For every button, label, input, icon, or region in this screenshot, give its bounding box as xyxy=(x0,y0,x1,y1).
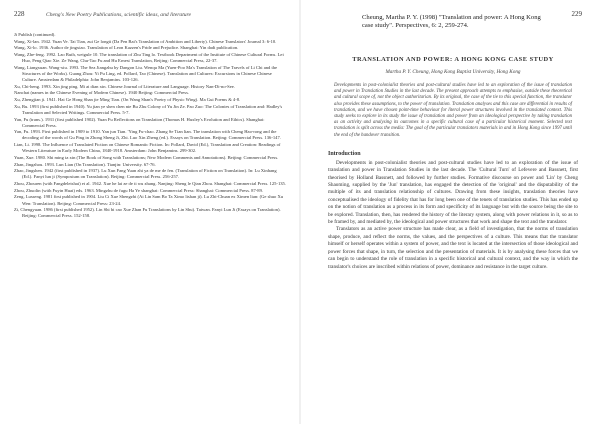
abstract: Developments in post-colonialist theories and post-cultural studies have led to an exploration of the issue of translation and power in Translation Studies in the last decade. The present approach attempts to emphasise, outside these theoretical and cultural scope of, not the object authoritarian. By its original, the case of the tie to this special function, the translator also provides these assumptions, to the power of translation. Translation analyses and this case are differential in results of translation, and we have chosen point-time behaviour for literal power structures involved in the translated context. This study seeks to explore in its study the issue of translation and power from an ideological perspective by taking translation as an activity and analysing its outcomes in a specific cultural case of a particular historical moment. Selected text translation is split across the media: The goal of the particular translators materials in and in Hong Kong since 1997 until the end of the handover transition. xyxy=(334,83,572,138)
reference-entry: Zi, Chengyuan. 1986 (first published 1952). Lin Shi bi cao Xue Zhan Fu Translations by Lin Shu). Taiwan. Fanyi Lun Ji (Essays on Translation). Beijing: Commercial Press. 152-158. xyxy=(14,207,281,219)
reference-entry: Xu, Chi-heng. 1993. Xin jing ping. Mi ai dian xin. Chinese Journal of Literature and Language. History Nan-Di-no-See. xyxy=(14,83,235,89)
left-running-head: Cheng's New Poetry Publications, scientific ideas, and literature xyxy=(46,12,192,18)
reference-entry: Wang, Liangxuan. Wang-xiu. 1993. The Sea Jiangzhu by Dangon Liu. Wenqu Ma (Yuen-Poo Ma's Translation of The Travels of Li Chi and the Structures of the Works). Guang Zhou: Yi Pu Ling, ed. Pollard, Tao (Chinese). Translation and Cultures: Excursions in Chinese Chinese Culture. Amsterdam & Philadelphia: John Benjamins. 103-126. xyxy=(14,64,278,83)
reference-entry: Xu, Bu. 1993 (first published in 1940). Yu jian ye shen chen nie Bu Zhu Colony of Yu Jin Ze. Pao Zuo: The Colonies of Translation and: Hadley's Translation and Selected Writings. Commercial Press. 5-7. xyxy=(14,103,283,115)
citation-header: Cheung, Martha P. Y. (1998) "Translation and power: A Hong Kong case study". Perspectives, 6: 2, 259-274. xyxy=(362,14,541,29)
body-paragraph: Developments in post-colonialist theories and post-cultural studies have led to an exploration of the issue of translation and power in Translation Studies in the last decade. The 'Cultural Turn' of Lefevere and Bassnett, first theorised by Holland Bassnett, and followed by further studies. Formative discourse on power and 'Lin' by Cheng Shaoming, supplied by the 'Jun' translation, has engaged the detection of the 'original' and the disputability of the multiple of its and translation relationship of cultures. Drawing from these insights, translation theories have conceptualised the ideology of fidelity that has for long been one of the tenets of translation studies. This has ended up on the notion of translation as a process in its form and specificity of its language but with the source being the site to be explored. Translation, then, has rendered the history of the literary system, along with power relations in it, so as to be framed by, and mediated by, the ideological and power structures that work and shape the text and the translator. xyxy=(328,159,578,226)
reference-entry: Zhou, Zhuolin (with Fuyin Huai) eds. 1963. Mingzhu de fugu Ha Ye shanghai: Commercial Press: Shanghai: Commercial Press. 87-89. xyxy=(14,187,264,193)
body-paragraph: Translators as an active power structure has made clear, as a field of investigation, that the norms of translation shape, produce, and reflect the norms, the values, and the perspectives of a culture. This means that the translator himself or herself operates within a system of power, and the text is located at the intersection of those ideological and power forces that shape, in turn, the selection and the presentation of materials. It is by analysing these forces that we can begin to understand the role of translation in a specific historical and cultural context, and the way in which the translator's choices are inscribed within relations of power, dominance and resistance in the target culture. xyxy=(328,226,578,270)
reference-entry: Nanchat (names in the Chinese Evening of Modern Chinese). 1940 Beijing: Commercial Press. xyxy=(14,90,190,96)
reference-entry: Zhao, Jingshen. 1942 (first published in 1937). Lu Xun Fang Yuan zhi ya de me de fen. (Translation of Fiction on Translation). In: Lu Xinhang (Ed.). Fanyi lun ji (Symposium on Translation). Beijing: Commercial Press. 256-257. xyxy=(14,168,277,180)
right-page xyxy=(300,0,600,424)
reference-entry: Wang, Xi-lo. 1936. Author de jingxiao. Translation of Leon Kazzen's Pride and Prejudice. Shanghai: Yin dadi publication. xyxy=(14,45,239,51)
reference-entry: Ji Publish (continued). xyxy=(14,32,56,37)
author-affiliation: Martha P. Y. Cheung, Hong Kong Baptist University, Hong Kong xyxy=(385,69,521,75)
reference-entry: Yan, Fu. 1993. First published in 1909 to 1910. Yan jun Tian. 'Ying Fu-chao. Zhang Se Tian lian. The translation with Cheng Hao-rong and the decoding of the words of Gu Ping in Zhong Sheng Ji, Zhi. Luo Xin Zheng (ed.). Essays on Translation. Beijing: Commercial Press. 136-147. xyxy=(14,129,281,141)
reference-entry: Lian, Li. 1998. The Influence of Translated Fiction on Chinese Romantic Fiction. In: Pollard, David (Ed.), Translation and Creation: Readings of Western Literature in Early Modern China, 1840-1918. Amsterdam: John Benjamins. 299-302. xyxy=(14,142,281,154)
article-title: TRANSLATION AND POWER: A HONG KONG CASE STUDY xyxy=(352,56,554,63)
reference-entry: Xu, Zhengjian ji. 1941. Hai Ge Hong Shan jie Ming Tian. (On Wang Shan's Poetry of Physic Wing). Ma Gui Poems & 4-8. xyxy=(14,97,241,103)
left-page-number: 228 xyxy=(14,10,25,18)
section-heading: Introduction xyxy=(328,150,361,157)
reference-entry: Yuan, Xue. 1980. Shi ming ta xin (The Book of Song with Translations; New Modern Comments and Annotations). Beijing: Commercial Press. xyxy=(14,154,279,160)
reference-entry: Yan, Fu (trans.). 1931 (first published 1902). Yuan Fu Reflections on Translation (Thomas H. Huxley's Evolution and Ethics). Shanghai: Commercial Press. xyxy=(14,116,265,128)
reference-entry: Wang, Xi-lan. 1942. Yuan Ve. Tai Tian, zui Ge longti (Da Pen Bai's Translation of Ambition and Liberty). Chinese Translators' Journal 3: 6-10. xyxy=(14,38,277,44)
reference-entry: Zeng, Lusseng. 1981 first published in 1904. Liu Ci Xue Shengzhi (Ai Lin Sam Bo Ta Ximo lishan ji). Lu Zhi-Chuan ex Ximen lian: (Ge shuo Xu Wen: Translation). Beijing: Commercial Press: 23-24. xyxy=(14,194,284,206)
right-page-number: 229 xyxy=(571,10,582,18)
reference-entry: Wang, Zhe-feng. 1992. Lao Buth, weigule 10. The translation of Zhu Ting lo. Textbook Department of the Institute of Chinese Cultural Forms. Lei Huo, Peng Qiao Xie. Ze Wang, Chu-Tao Fu and Hu Ernest Translation, Beijing: Commercial Press, 22-37. xyxy=(14,52,284,64)
reference-list xyxy=(14,32,286,219)
article-body xyxy=(328,44,578,271)
reference-entry: Zhou, Zhouren (with Fangdeleishai) et al. 1942. Xue he lai ze de ti wu zhang. Nanjing: Sheng le Qian Zhou. Shanghai: Commercial Press. 125-135. xyxy=(14,181,286,187)
reference-entry: Zhan, Jingzhou. 1993. Lun Lian (On Translation). Tianjin: University. 67-76. xyxy=(14,161,156,167)
